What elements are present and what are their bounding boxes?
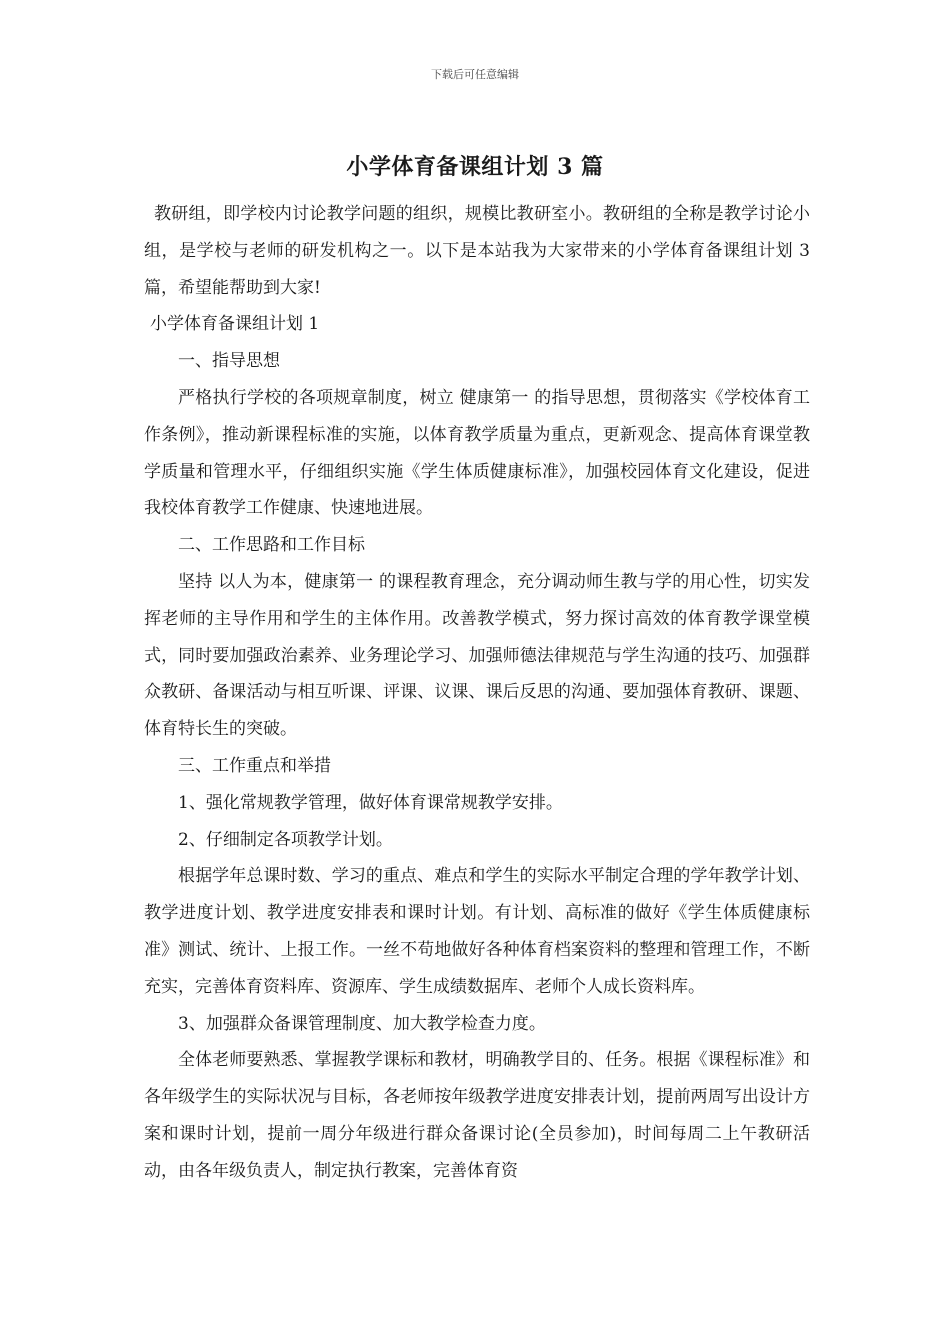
- section-heading: 一、指导思想: [178, 351, 280, 372]
- section-heading: 二、工作思路和工作目标: [178, 535, 365, 556]
- document-title: 小学体育备课组计划 3 篇: [346, 154, 604, 180]
- body-paragraph: 坚持 以人为本，健康第一 的课程教育理念，充分调动师生教与学的用心性，切实发挥老师的主导作用和学生的主体作用。改善教学模式，努力探讨高效的体育教学课堂模式，同时要加强政治素养、业务理论学习、加强师德法律规范与学生沟通的技巧、加强群众教研、备课活动与相互听课、评课、议课、课后反思的沟通、要加强体育教研、课题、体育特长生的突破。: [144, 571, 810, 740]
- list-item: 2、仔细制定各项教学计划。: [178, 829, 393, 850]
- document-body: [144, 196, 810, 1190]
- body-paragraph: 根据学年总课时数、学习的重点、难点和学生的实际水平制定合理的学年教学计划、教学进度计划、教学进度安排表和课时计划。有计划、高标准的做好《学生体质健康标准》测试、统计、上报工作。一丝不苟地做好各种体育档案资料的整理和管理工作，不断充实，完善体育资料库、资源库、学生成绩数据库、老师个人成长资料库。: [144, 866, 810, 997]
- list-item: 3、加强群众备课管理制度、加大教学检查力度。: [178, 1013, 546, 1034]
- body-paragraph: 严格执行学校的各项规章制度，树立 健康第一 的指导思想，贯彻落实《学校体育工作条例》，推动新课程标准的实施，以体育教学质量为重点，更新观念、提高体育课堂教学质量和管理水平，仔细组织实施《学生体质健康标准》，加强校园体育文化建设，促进我校体育教学工作健康、快速地进展。: [144, 387, 810, 519]
- intro-paragraph: 教研组，即学校内讨论教学问题的组织，规模比教研室小。教研组的全称是教学讨论小组，是学校与老师的研发机构之一。以下是本站我为大家带来的小学体育备课组计划 3 篇，希望能帮助到大家!: [144, 204, 810, 298]
- section-subtitle: 小学体育备课组计划 1: [150, 314, 320, 335]
- section-heading: 三、工作重点和举措: [178, 755, 331, 776]
- body-paragraph: 全体老师要熟悉、掌握教学课标和教材，明确教学目的、任务。根据《课程标准》和各年级学生的实际状况与目标，各老师按年级教学进度安排表计划，提前两周写出设计方案和课时计划，提前一周分年级进行群众备课讨论(全员参加)，时间每周二上午教研活动，由各年级负责人，制定执行教案，完善体育资: [144, 1050, 810, 1181]
- header-note: 下载后可任意编辑: [431, 68, 519, 81]
- list-item: 1、强化常规教学管理，做好体育课常规教学安排。: [178, 792, 563, 813]
